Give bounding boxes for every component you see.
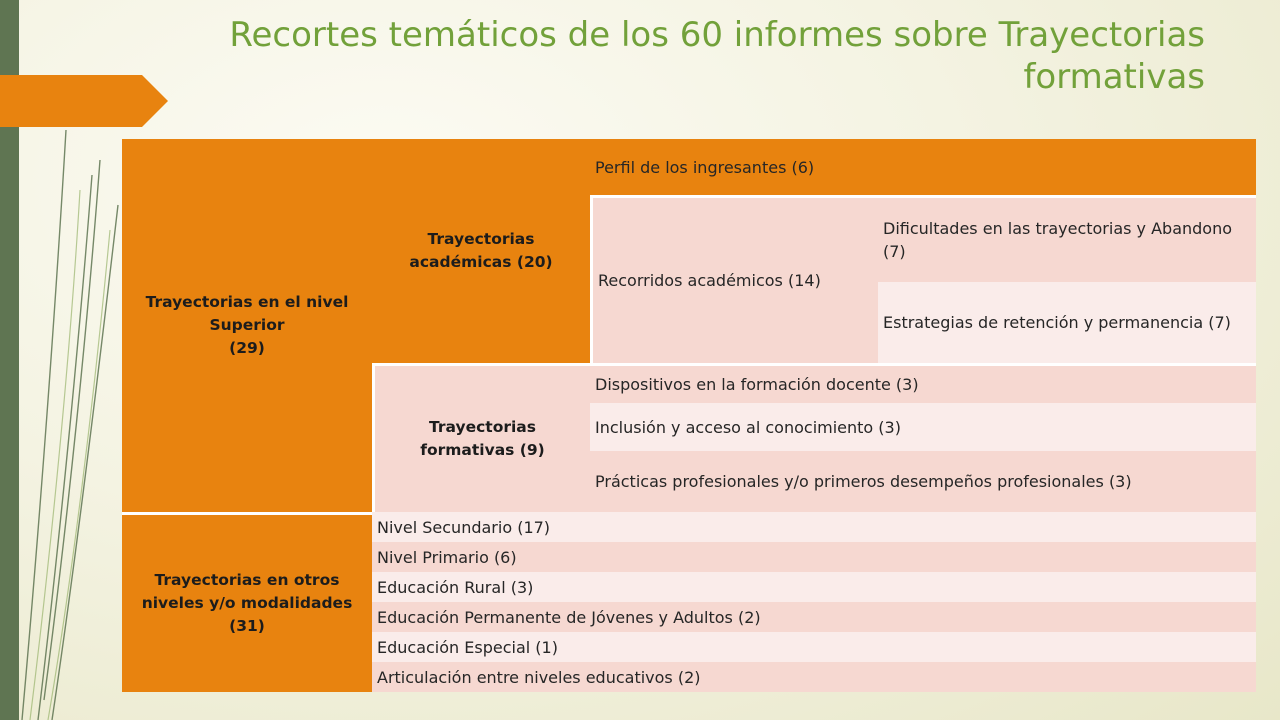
row-otros-1: Nivel Primario (6) <box>372 542 1256 572</box>
cell-estrategias: Estrategias de retención y permanencia (7) <box>878 282 1256 363</box>
cell-recorridos: Recorridos académicos (14) <box>590 195 878 363</box>
cell-inclusion: Inclusión y acceso al conocimiento (3) <box>590 403 1256 451</box>
cell-perfil: Perfil de los ingresantes (6) <box>590 139 1256 195</box>
row-otros-5: Articulación entre niveles educativos (2) <box>372 662 1256 692</box>
cell-formativas: Trayectorias formativas (9) <box>372 363 590 512</box>
row-otros-4: Educación Especial (1) <box>372 632 1256 662</box>
row-otros-3: Educación Permanente de Jóvenes y Adultos (2) <box>372 602 1256 632</box>
topics-table <box>122 139 1256 692</box>
cell-dispositivos: Dispositivos en la formación docente (3) <box>590 363 1256 403</box>
cell-dificultades: Dificultades en las trayectorias y Abandono (7) <box>878 195 1256 282</box>
title-arrow-shape <box>0 75 168 127</box>
cell-otros-niveles: Trayectorias en otros niveles y/o modalidades (31) <box>122 512 372 692</box>
cell-practicas: Prácticas profesionales y/o primeros desempeños profesionales (3) <box>590 451 1256 512</box>
row-otros-0: Nivel Secundario (17) <box>372 512 1256 542</box>
cell-academicas: Trayectorias académicas (20) <box>372 139 590 363</box>
row-otros-2: Educación Rural (3) <box>372 572 1256 602</box>
cell-superior: Trayectorias en el nivel Superior (29) <box>122 139 372 512</box>
slide-title: Recortes temáticos de los 60 informes sobre Trayectorias formativas <box>229 15 1205 97</box>
